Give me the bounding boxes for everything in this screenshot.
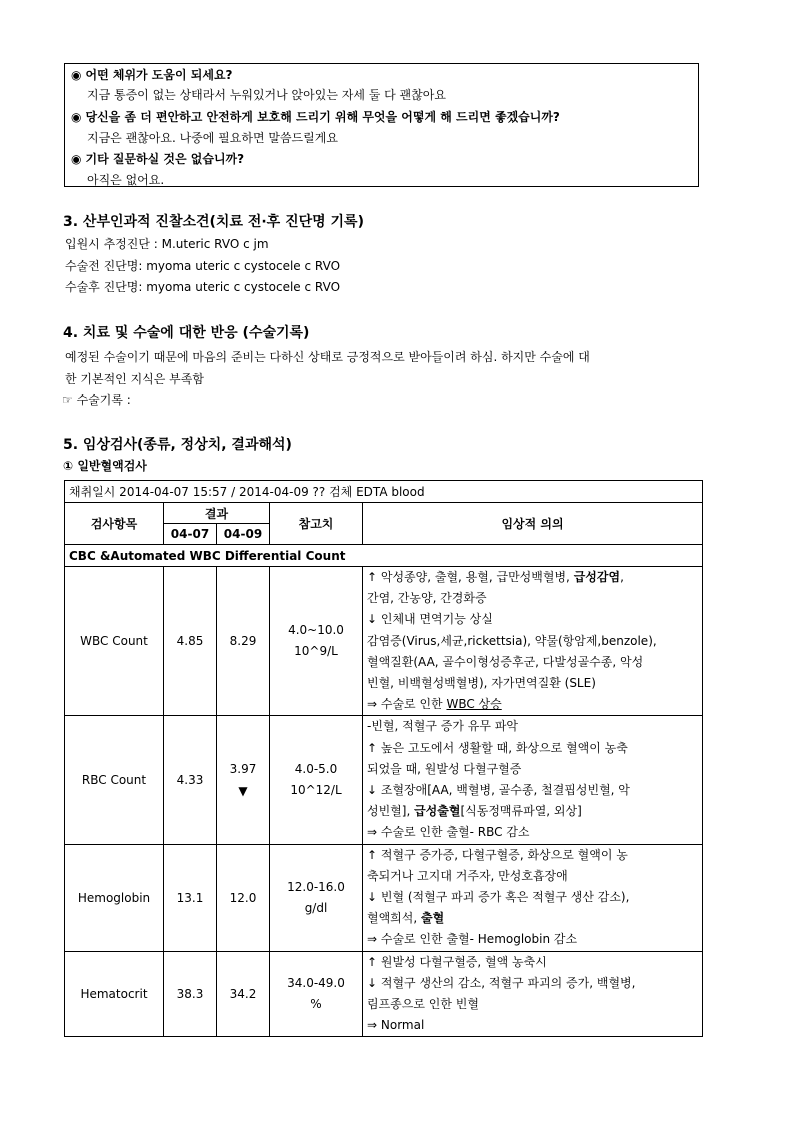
row-item: Hemoglobin	[65, 844, 164, 951]
table-section: CBC &Automated WBC Differential Count	[65, 545, 703, 567]
qa-answer-2: 지금은 괜찮아요. 나중에 필요하면 말씀드릴게요	[87, 131, 338, 145]
diagnosis-preop: 수술전 진단명: myoma uteric c cystocele c RVO	[65, 259, 341, 273]
row-result-1: 38.3	[164, 951, 217, 1037]
table-row	[65, 716, 703, 844]
decrease-arrow-icon: ▼	[238, 784, 248, 799]
qa-question-3: ◉ 기타 질문하실 것은 없습니까?	[71, 152, 245, 166]
header-result: 결과	[164, 503, 270, 524]
section-5-sub: ① 일반혈액검사	[63, 459, 147, 473]
diagnosis-postop: 수술후 진단명: myoma uteric c cystocele c RVO	[65, 280, 341, 294]
row-ref: 34.0-49.0 %	[270, 951, 363, 1037]
surgery-record-label: ☞ 수술기록 :	[62, 393, 131, 407]
qa-answer-3: 아직은 없어요.	[87, 173, 165, 187]
response-line-2: 한 기본적인 지식은 부족함	[65, 372, 204, 386]
row-ref: 4.0~10.0 10^9/L	[270, 567, 363, 716]
row-interpretation: ↑ 원발성 다혈구혈증, 혈액 농축시 ↓ 적혈구 생산의 감소, 적혈구 파괴의 증가, 백혈병, 림프종으로 인한 빈혈 ⇒ Normal	[363, 951, 703, 1037]
row-item: RBC Count	[65, 716, 164, 844]
qa-box	[64, 63, 699, 187]
row-interpretation: ↑ 적혈구 증가증, 다혈구혈증, 화상으로 혈액이 농 축되거나 고지대 거주자, 만성호흡장애 ↓ 빈혈 (적혈구 파괴 증가 혹은 적혈구 생산 감소), 혈액희석, 출혈 ⇒ 수술로 인한 출혈- Hemoglobin 감소	[363, 844, 703, 951]
row-result-2: 12.0	[217, 844, 270, 951]
qa-question-1: ◉ 어떤 체위가 도움이 되세요?	[71, 68, 233, 82]
table-row	[65, 567, 703, 716]
row-interpretation: ↑ 악성종양, 출혈, 용혈, 급만성백혈병, 급성감염, 간염, 간농양, 간경화증 ↓ 인체내 면역기능 상실 감염증(Virus,세균,rickettsia), 약물(항암제,benzole), 혈액질환(AA, 골수이형성증후군, 다발성골수종, 악성 빈혈, 비백혈성백혈병), 자가면역질환 (SLE) ⇒ 수술로 인한 WBC 상승	[363, 567, 703, 716]
header-meaning: 임상적 의의	[363, 503, 703, 545]
section-4-heading: 4. 치료 및 수술에 대한 반응 (수술기록)	[63, 325, 310, 341]
row-result-1: 13.1	[164, 844, 217, 951]
row-result-2: 8.29	[217, 567, 270, 716]
section-3-heading: 3. 산부인과적 진찰소견(치료 전·후 진단명 기록)	[63, 214, 364, 230]
row-item: Hematocrit	[65, 951, 164, 1037]
response-line-1: 예정된 수술이기 때문에 마음의 준비는 다하신 상태로 긍정적으로 받아들이려 하심. 하지만 수술에 대	[65, 350, 590, 364]
section-5-heading: 5. 임상검사(종류, 정상치, 결과해석)	[63, 437, 292, 453]
row-interpretation: -빈혈, 적혈구 증가 유무 파악 ↑ 높은 고도에서 생활할 때, 화상으로 혈액이 농축 되었을 때, 원발성 다혈구혈증 ↓ 조혈장애[AA, 백혈병, 골수종, 철결핍성빈혈, 악 성빈혈], 급성출혈[식동정맥류파열, 외상] ⇒ 수술로 인한 출혈- RBC 감소	[363, 716, 703, 844]
table-meta: 채취일시 2014-04-07 15:57 / 2014-04-09 ?? 검체 EDTA blood	[65, 481, 703, 503]
lab-table	[64, 480, 703, 1037]
row-item: WBC Count	[65, 567, 164, 716]
header-ref: 참고치	[270, 503, 363, 545]
qa-question-2: ◉ 당신을 좀 더 편안하고 안전하게 보호해 드리기 위해 무엇을 어떻게 해 드리면 좋겠습니까?	[71, 110, 560, 124]
header-item: 검사항목	[65, 503, 164, 545]
row-result-1: 4.85	[164, 567, 217, 716]
row-result-1: 4.33	[164, 716, 217, 844]
row-result-2: 3.97 ▼	[217, 716, 270, 844]
qa-answer-1: 지금 통증이 없는 상태라서 누워있거나 앉아있는 자세 둘 다 괜찮아요	[87, 88, 446, 102]
header-date-1: 04-07	[164, 524, 217, 545]
header-date-2: 04-09	[217, 524, 270, 545]
table-row	[65, 844, 703, 951]
row-ref: 4.0-5.0 10^12/L	[270, 716, 363, 844]
table-row	[65, 951, 703, 1037]
row-result-2: 34.2	[217, 951, 270, 1037]
diagnosis-admission: 입원시 추정진단 : M.uteric RVO c jm	[65, 237, 269, 251]
row-ref: 12.0-16.0 g/dl	[270, 844, 363, 951]
